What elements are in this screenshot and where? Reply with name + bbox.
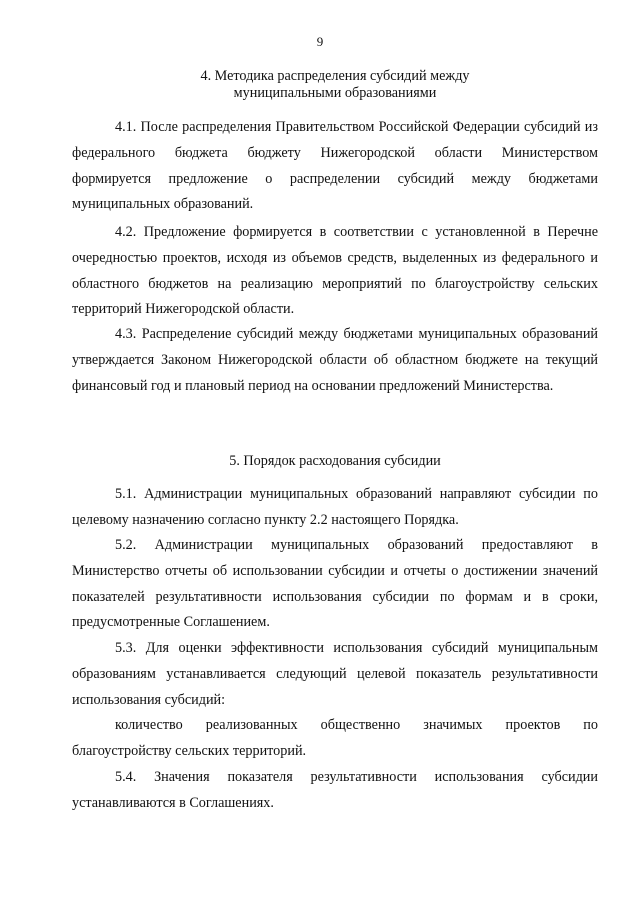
paragraph-5-2: 5.2. Администрации муниципальных образований предоставляют в Министерство отчеты об использовании субсидии и отчеты о достижении значений показателей результативности использования субсидии по формам и в сроки, предусмотренные Соглашением. <box>72 537 598 631</box>
paragraph-4-3: 4.3. Распределение субсидий между бюджетами муниципальных образований утверждается Законом Нижегородской области об областном бюджете на текущий финансовый год и плановый период на основании предложений Министерства. <box>72 326 598 394</box>
section-5-heading: 5. Порядок расходования субсидии <box>229 453 441 469</box>
page-number: 9 <box>316 34 324 49</box>
paragraph-5-4: 5.4. Значения показателя результативности использования субсидии устанавливаются в Соглашениях. <box>72 769 598 811</box>
paragraph-4-2: 4.2. Предложение формируется в соответствии с установленной в Перечне очередностью проектов, исходя из объемов средств, выделенных из федерального и областного бюджетов на реализацию мероприятий по благоустройству сельских территорий Нижегородской области. <box>72 224 598 318</box>
paragraph-4-1: 4.1. После распределения Правительством Российской Федерации субсидий из федерального бюджета бюджету Нижегородской области Министерством формируется предложение о распределении субсидий между бюджетами муниципальных образований. <box>72 119 598 213</box>
section-4-title-line-2: муниципальными образованиями <box>233 85 437 101</box>
paragraph-5-3: 5.3. Для оценки эффективности использования субсидий муниципальным образованиям устанавливается следующий целевой показатель результативности использования субсидий: <box>72 640 598 708</box>
paragraph-5-3-indicator: количество реализованных общественно значимых проектов по благоустройству сельских территорий. <box>72 717 598 759</box>
section-4-title-line-1: 4. Методика распределения субсидий между <box>200 68 470 84</box>
paragraph-5-1: 5.1. Администрации муниципальных образований направляют субсидии по целевому назначению согласно пункту 2.2 настоящего Порядка. <box>72 486 598 528</box>
section-4-heading <box>72 68 598 102</box>
